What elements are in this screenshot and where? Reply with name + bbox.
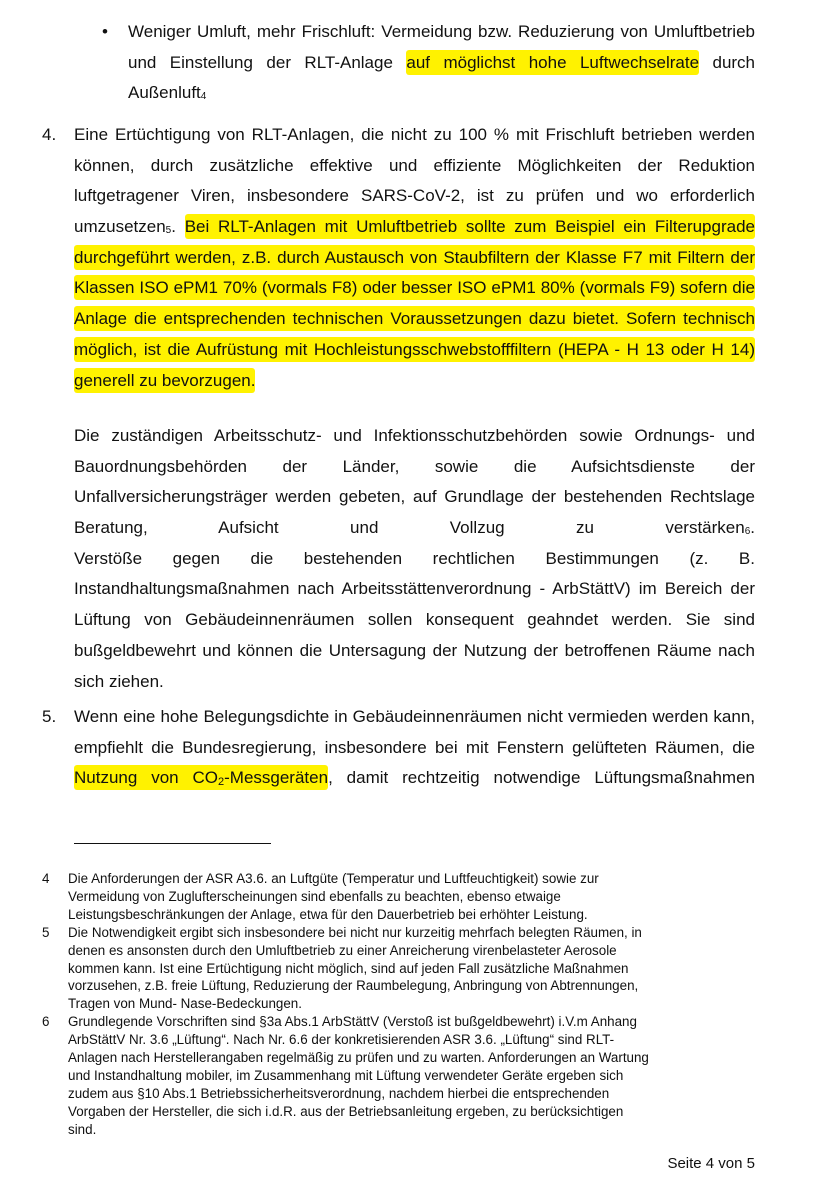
text-line bbox=[74, 273, 755, 304]
footnote-line: zudem aus §10 Abs.1 Betriebssicherheitsverordnung, nachdem hierbei die entsprechenden bbox=[68, 1085, 610, 1101]
footnote-line: Anlagen nach Herstellerangaben regelmäßig zu prüfen und zu warten. Anforderungen an Wartung bbox=[68, 1050, 649, 1066]
text-line: umzusetzen5. Bei RLT-Anlagen mit Umluftbetrieb sollte zum Beispiel ein Filterupgrade bbox=[74, 212, 755, 243]
bullet-marker: • bbox=[102, 22, 108, 41]
text-line: Die zuständigen Arbeitsschutz- und Infektionsschutzbehörden sowie Ordnungs- und bbox=[74, 426, 755, 445]
text-line bbox=[74, 304, 755, 335]
item-number-4: 4. bbox=[42, 125, 57, 144]
text-line: Außenluft4 bbox=[128, 83, 207, 103]
footnote-separator bbox=[74, 843, 271, 844]
footnote-line: ArbStättV Nr. 3.6 „Lüftung“. Nach Nr. 6.6 der konkretisierenden ASR 3.6. „Lüftung“ sind RLT- bbox=[68, 1032, 615, 1048]
highlight: möglich, ist die Aufrüstung mit Hochleistungsschwebstofffiltern (HEPA - H 13 oder H 14) bbox=[74, 337, 755, 362]
page-number: Seite 4 von 5 bbox=[667, 1155, 755, 1172]
footnote-6 bbox=[42, 1013, 762, 1138]
text-line: bußgeldbewehrt und können die Untersagung der Nutzung der betroffenen Räume nach bbox=[74, 640, 755, 660]
text-line: Unfallversicherungsträger werden gebeten, auf Grundlage der bestehenden Rechtslage bbox=[74, 487, 755, 507]
footnote-line: Vorgaben der Hersteller, die sich i.d.R. aus der Betriebsanleitung ergeben, zu berücksichtigen bbox=[68, 1103, 624, 1119]
text-line: Eine Ertüchtigung von RLT-Anlagen, die nicht zu 100 % mit Frischluft betrieben werden bbox=[74, 125, 755, 144]
text-line bbox=[74, 366, 755, 397]
footnote-ref-6[interactable]: 6 bbox=[744, 526, 751, 538]
footnote-line: Tragen von Mund- Nase-Bedeckungen. bbox=[68, 996, 302, 1012]
text-line bbox=[74, 335, 755, 366]
highlight: Nutzung von CO2-Messgeräten bbox=[74, 765, 328, 790]
text-line: Lüftung von Gebäudeinnenräumen sollen konsequent geahndet werden. Sie sind bbox=[74, 610, 755, 630]
footnote-5 bbox=[42, 924, 762, 1014]
text-line: Beratung, Aufsicht und Vollzug zu verstärken6. bbox=[74, 518, 755, 538]
text-line: Nutzung von CO2-Messgeräten, damit rechtzeitig notwendige Lüftungsmaßnahmen bbox=[74, 763, 755, 794]
highlight: generell zu bevorzugen. bbox=[74, 368, 255, 393]
footnote-line: sind. bbox=[68, 1121, 97, 1137]
item-4-paragraph bbox=[74, 120, 755, 396]
text-line bbox=[74, 243, 755, 274]
item-number-5: 5. bbox=[42, 707, 57, 726]
text-line: Bauordnungsbehörden der Länder, sowie die Aufsichtsdienste der bbox=[74, 456, 755, 476]
text-line: Weniger Umluft, mehr Frischluft: Vermeidung bzw. Reduzierung von Umluftbetrieb bbox=[128, 22, 755, 41]
footnote-number: 5 bbox=[42, 924, 50, 940]
text-line: Verstöße gegen die bestehenden rechtlichen Bestimmungen (z. B. bbox=[74, 548, 755, 568]
highlight: Anlage die entsprechenden technischen Voraussetzungen dazu bietet. Sofern technisch bbox=[74, 306, 755, 331]
footnote-line: kommen kann. Ist eine Ertüchtigung nicht möglich, sind auf jeden Fall zusätzliche Maßnahmen bbox=[68, 960, 629, 976]
footnote-ref-5[interactable]: 5 bbox=[165, 225, 172, 237]
footnotes bbox=[42, 870, 762, 1139]
highlight: auf möglichst hohe Luftwechselrate bbox=[406, 50, 699, 75]
footnote-line: und Instandhaltung mobiler, im Zusammenhang mit Lüftung verwendeter Geräte ergeben sich bbox=[68, 1067, 624, 1083]
text-line: empfiehlt die Bundesregierung, insbesondere bei mit Fenstern gelüfteten Räumen, die bbox=[74, 737, 755, 757]
text-line: können, durch zusätzliche effektive und effiziente Möglichkeiten der Reduktion bbox=[74, 155, 755, 175]
text-line: Instandhaltungsmaßnahmen nach Arbeitsstättenverordnung - ArbStättV) im Bereich der bbox=[74, 579, 755, 599]
highlight: Klassen ISO ePM1 70% (vormals F8) oder besser ISO ePM1 80% (vormals F9) sofern die bbox=[74, 275, 755, 300]
footnote-line: vorzusehen, z.B. freie Lüftung, Reduzierung der Raumbelegung, Anbringung von Abtrennungen, bbox=[68, 978, 639, 994]
item-5-paragraph bbox=[74, 702, 755, 794]
footnote-line: Grundlegende Vorschriften sind §3a Abs.1 ArbStättV (Verstoß ist bußgeldbewehrt) i.V.m Anhang bbox=[68, 1014, 637, 1030]
text-line: sich ziehen. bbox=[74, 671, 164, 691]
highlight: durchgeführt werden, z.B. durch Austausch von Staubfiltern der Klasse F7 mit Filtern der bbox=[74, 245, 755, 270]
footnote-4 bbox=[42, 870, 762, 924]
text-line: und Einstellung der RLT-Anlage auf möglichst hohe Luftwechselrate durch bbox=[128, 48, 755, 79]
footnote-line: Die Anforderungen der ASR A3.6. an Luftgüte (Temperatur und Luftfeuchtigkeit) sowie zur bbox=[68, 871, 599, 886]
footnote-number: 6 bbox=[42, 1014, 50, 1030]
footnote-line: denen es ansonsten durch den Umluftbetrieb zu einer Anreicherung virenbelasteter Aerosole bbox=[68, 942, 617, 958]
footnote-line: Leistungsbeschränkungen der Anlage, etwa für den Dauerbetrieb bei erhöhter Leistung. bbox=[68, 906, 588, 922]
footnote-line: Vermeidung von Zuglufterscheinungen sind ebenfalls zu beachten, ebenso etwaige bbox=[68, 888, 561, 904]
highlight: Bei RLT-Anlagen mit Umluftbetrieb sollte zum Beispiel ein Filterupgrade bbox=[185, 214, 755, 239]
footnote-line: Die Notwendigkeit ergibt sich insbesondere bei nicht nur kurzeitig mehrfach belegten Räumen, in bbox=[68, 924, 642, 940]
text-line: luftgetragener Viren, insbesondere SARS-CoV-2, ist zu prüfen und wo erforderlich bbox=[74, 186, 755, 206]
bullet-paragraph bbox=[128, 17, 755, 109]
text-line: Wenn eine hohe Belegungsdichte in Gebäudeinnenräumen nicht vermieden werden kann, bbox=[74, 707, 755, 726]
authority-paragraph bbox=[74, 421, 755, 697]
footnote-ref-4[interactable]: 4 bbox=[200, 91, 207, 103]
footnote-number: 4 bbox=[42, 871, 50, 886]
